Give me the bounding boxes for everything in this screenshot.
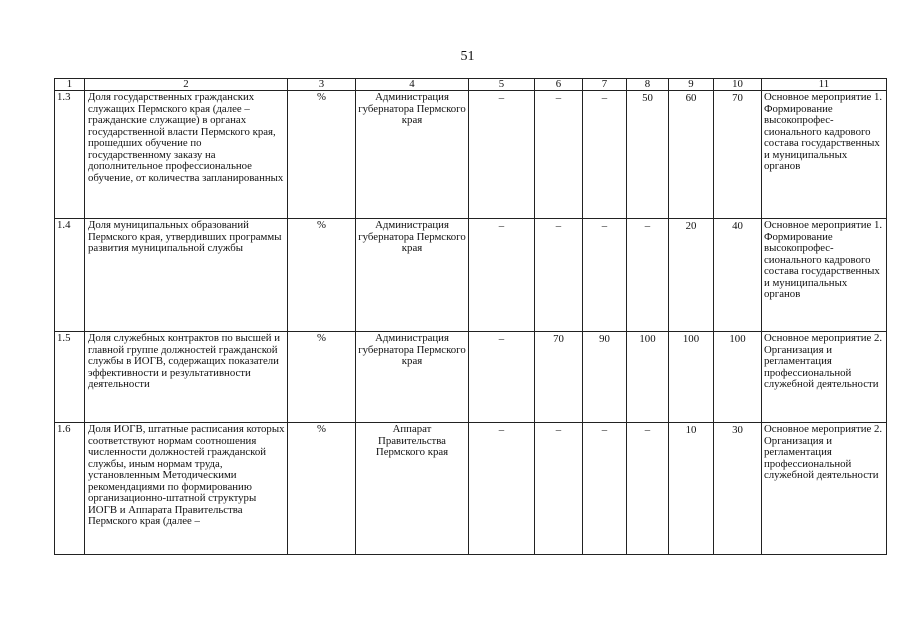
indicator-name: Доля муниципальных образований Пермского края, утвердивших программы развития муниципальной службы xyxy=(85,219,288,332)
page-number: 51 xyxy=(460,49,475,64)
value-cell: – xyxy=(469,219,535,332)
responsible: Администрация губернатора Пермского края xyxy=(356,91,469,219)
value-cell: 90 xyxy=(583,332,627,423)
table-row xyxy=(55,332,887,423)
indicators-table xyxy=(54,78,887,555)
value-cell: – xyxy=(583,219,627,332)
measure: Основное мероприятие 2. Организация и регламентация профессиональной служебной деятельности xyxy=(762,423,887,555)
column-header: 5 xyxy=(469,79,535,91)
column-header: 6 xyxy=(535,79,583,91)
value-cell: 30 xyxy=(714,423,762,555)
row-id: 1.5 xyxy=(55,332,85,423)
unit: % xyxy=(288,423,356,555)
value-cell: – xyxy=(583,91,627,219)
indicator-name: Доля государственных гражданских служащих Пермского края (далее – гражданские служащие) в органах государственной власти Пермского края, прошедших обучение по государственному заказу на дополнительное профессиональное обучение, от количества запланированных xyxy=(85,91,288,219)
indicator-name: Доля служебных контрактов по высшей и главной группе должностей гражданской службы в ИОГВ, содержащих показатели эффективности и результативности деятельности xyxy=(85,332,288,423)
value-cell: 40 xyxy=(714,219,762,332)
unit: % xyxy=(288,332,356,423)
table-row xyxy=(55,219,887,332)
column-header: 4 xyxy=(356,79,469,91)
value-cell: – xyxy=(627,423,669,555)
value-cell: – xyxy=(535,219,583,332)
column-header: 7 xyxy=(583,79,627,91)
value-cell: 50 xyxy=(627,91,669,219)
value-cell: – xyxy=(469,423,535,555)
measure: Основное мероприятие 1. Формирование высокопрофес-сионального кадрового состава государственных и муниципальных органов xyxy=(762,219,887,332)
measure: Основное мероприятие 2. Организация и регламентация профессиональной служебной деятельности xyxy=(762,332,887,423)
header-row xyxy=(55,79,887,91)
value-cell: – xyxy=(627,219,669,332)
unit: % xyxy=(288,91,356,219)
column-header: 1 xyxy=(55,79,85,91)
value-cell: – xyxy=(535,91,583,219)
responsible: Аппарат Правительства Пермского края xyxy=(356,423,469,555)
value-cell: – xyxy=(469,332,535,423)
column-header: 11 xyxy=(762,79,887,91)
column-header: 10 xyxy=(714,79,762,91)
value-cell: 20 xyxy=(669,219,714,332)
column-header: 2 xyxy=(85,79,288,91)
value-cell: 70 xyxy=(535,332,583,423)
value-cell: – xyxy=(583,423,627,555)
value-cell: 70 xyxy=(714,91,762,219)
unit: % xyxy=(288,219,356,332)
table-row xyxy=(55,423,887,555)
row-id: 1.6 xyxy=(55,423,85,555)
value-cell: 100 xyxy=(714,332,762,423)
value-cell: 100 xyxy=(627,332,669,423)
value-cell: – xyxy=(535,423,583,555)
value-cell: 60 xyxy=(669,91,714,219)
indicator-name: Доля ИОГВ, штатные расписания которых соответствуют нормам соотношения численности должностей гражданской службы, иным нормам труда, установленным Методическими рекомендациями по формированию организационно-штатной структуры ИОГВ и Аппарата Правительства Пермского края (далее – xyxy=(85,423,288,555)
row-id: 1.3 xyxy=(55,91,85,219)
column-header: 8 xyxy=(627,79,669,91)
value-cell: 10 xyxy=(669,423,714,555)
table-row xyxy=(55,91,887,219)
value-cell: 100 xyxy=(669,332,714,423)
column-header: 9 xyxy=(669,79,714,91)
responsible: Администрация губернатора Пермского края xyxy=(356,219,469,332)
measure: Основное мероприятие 1. Формирование высокопрофес-сионального кадрового состава государственных и муниципальных органов xyxy=(762,91,887,219)
column-header: 3 xyxy=(288,79,356,91)
value-cell: – xyxy=(469,91,535,219)
responsible: Администрация губернатора Пермского края xyxy=(356,332,469,423)
row-id: 1.4 xyxy=(55,219,85,332)
